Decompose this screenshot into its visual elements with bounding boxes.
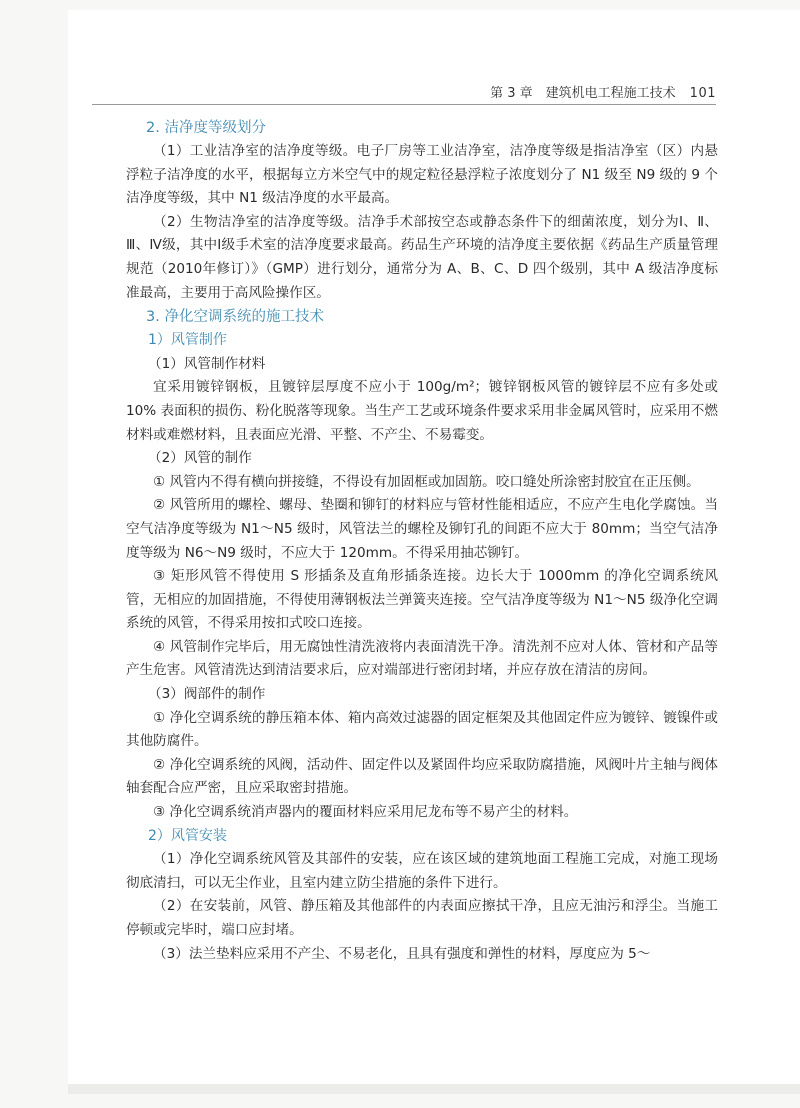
item-heading: （2）风管的制作 [148, 450, 252, 467]
paragraph: ① 风管内不得有横向拼接缝，不得设有加固框或加固筋。咬口缝处所涂密封胶宜在正压侧。 [153, 473, 700, 490]
scan-edge [68, 1084, 800, 1094]
body-text [126, 116, 718, 966]
paragraph: （2）生物洁净室的洁净度等级。洁净手术部按空态或静态条件下的细菌浓度，划分为Ⅰ、Ⅱ、Ⅲ、Ⅳ级，其中Ⅰ级手术室的洁净度要求最高。药品生产环境的洁净度主要依据《药品生产质量管理规范（2010年修订）》（GMP）进行划分，通常分为 A、B、C、D 四个级别，其中 A 级洁净度标准最高，主要用于高风险操作区。 [126, 213, 718, 301]
paragraph: ② 风管所用的螺栓、螺母、垫圈和铆钉的材料应与管材性能相适应，不应产生电化学腐蚀。当空气洁净度等级为 N1～N5 级时，风管法兰的螺栓及铆钉孔的间距不应大于 80mm；当空气洁净度等级为 N6～N9 级时，不应大于 120mm。不得采用抽芯铆钉。 [126, 497, 718, 561]
paragraph: 宜采用镀锌钢板，且镀锌层厚度不应小于 100g/m²；镀锌钢板风管的镀锌层不应有多处或 10% 表面积的损伤、粉化脱落等现象。当生产工艺或环境条件要求采用非金属风管时，应采用不燃材料或难燃材料，且表面应光滑、平整、不产尘、不易霉变。 [126, 379, 718, 443]
item-heading: （3）阀部件的制作 [148, 686, 266, 703]
paragraph: ③ 矩形风管不得使用 S 形插条及直角形插条连接。边长大于 1000mm 的净化空调系统风管，无相应的加固措施，不得使用薄钢板法兰弹簧夹连接。空气洁净度等级为 N1～N5 级净化空调系统的风管，不得采用按扣式咬口连接。 [126, 568, 718, 632]
paragraph: ④ 风管制作完毕后，用无腐蚀性清洗液将内表面清洗干净。清洗剂不应对人体、管材和产品等产生危害。风管清洗达到清洁要求后，应对端部进行密闭封堵，并应存放在清洁的房间。 [126, 638, 718, 679]
paragraph: （3）法兰垫料应采用不产尘、不易老化，且具有强度和弹性的材料，厚度应为 5～ [153, 945, 651, 962]
subsection-heading: 1）风管制作 [148, 332, 227, 349]
paragraph: ③ 净化空调系统消声器内的覆面材料应采用尼龙布等不易产尘的材料。 [153, 804, 578, 821]
header-right [490, 82, 716, 101]
running-header [92, 76, 716, 105]
paragraph: （1）净化空调系统风管及其部件的安装，应在该区域的建筑地面工程施工完成，对施工现场彻底清扫，可以无尘作业，且室内建立防尘措施的条件下进行。 [126, 851, 718, 891]
paragraph: ② 净化空调系统的风阀，活动件、固定件以及紧固件均应采取防腐措施，风阀叶片主轴与阀体轴套配合应严密，且应采取密封措施。 [126, 756, 718, 797]
subsection-heading: 2）风管安装 [148, 827, 227, 844]
item-heading: （1）风管制作材料 [148, 355, 266, 372]
page-number: 101 [689, 86, 716, 101]
section-heading: 2. 洁净度等级划分 [146, 120, 266, 136]
paragraph: （2）在安装前，风管、静压箱及其他部件的内表面应擦拭干净，且应无油污和浮尘。当施工停顿或完毕时，端口应封堵。 [126, 898, 718, 938]
paragraph: ① 净化空调系统的静压箱本体、箱内高效过滤器的固定框架及其他固定件应为镀锌、镀镍件或其他防腐件。 [126, 709, 718, 750]
chapter-title: 第 3 章 建筑机电工程施工技术 [490, 86, 676, 101]
section-heading: 3. 净化空调系统的施工技术 [146, 309, 324, 326]
paragraph: （1）工业洁净室的洁净度等级。电子厂房等工业洁净室，洁净度等级是指洁净室（区）内悬浮粒子洁净度的水平，根据每立方米空气中的规定粒径悬浮粒子浓度划分了 N1 级至 N9 级的 9 个洁净度等级，其中 N1 级洁净度的水平最高。 [126, 143, 718, 207]
